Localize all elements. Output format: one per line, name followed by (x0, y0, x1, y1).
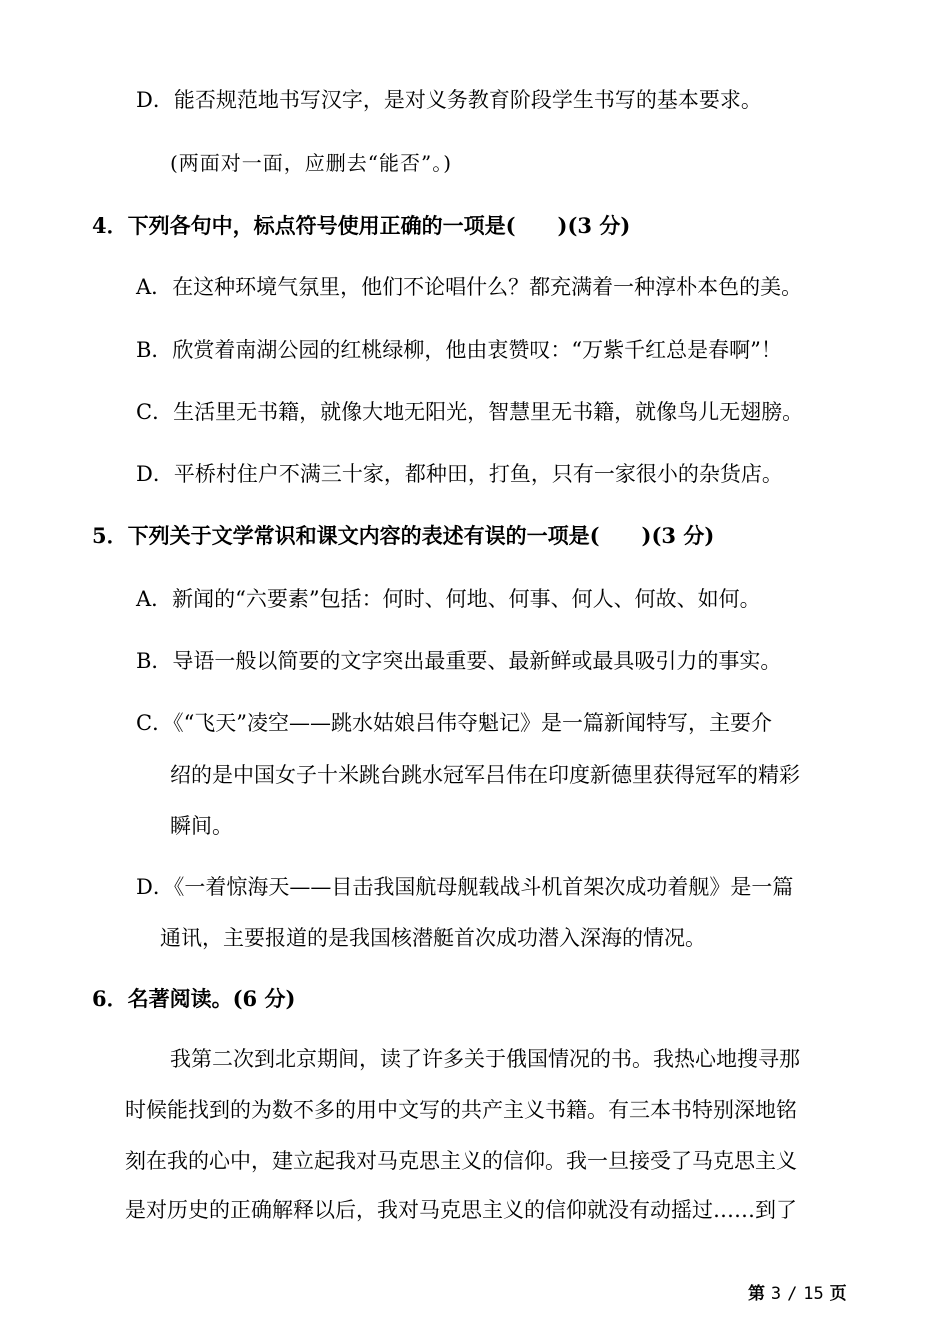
footer-total-pages: 15 (803, 1284, 824, 1304)
option-b-q5: B．导语一般以简要的文字突出最重要、最新鲜或最具吸引力的事实。 (136, 649, 782, 673)
footer-current-page: 3 (770, 1284, 782, 1304)
passage-line-3: 刻在我的心中，建立起我对马克思主义的信仰。我一旦接受了马克思主义 (125, 1149, 797, 1173)
question-4-title: 4．下列各句中，标点符号使用正确的一项是( )(3 分) (92, 213, 631, 238)
option-c-q5-line1: C．《“飞天”凌空——跳水姑娘吕伟夺魁记》是一篇新闻特写，主要介 (136, 711, 773, 735)
answer-note-q3: (两面对一面，应删去“能否”。) (170, 151, 453, 175)
option-a-q5: A．新闻的“六要素”包括：何时、何地、何事、何人、何故、如何。 (136, 587, 761, 611)
option-b-q4: B．欣赏着南湖公园的红桃绿柳，他由衷赞叹：“万紫千红总是春啊”！ (136, 338, 782, 362)
option-c-q4: C．生活里无书籍，就像大地无阳光，智慧里无书籍，就像鸟儿无翅膀。 (136, 400, 804, 424)
passage-line-4: 是对历史的正确解释以后，我对马克思主义的信仰就没有动摇过……到了 (125, 1198, 797, 1222)
option-d-q5-line1: D．《一着惊海天——目击我国航母舰载战斗机首架次成功着舰》是一篇 (136, 875, 794, 899)
option-c-q5-line3: 瞬间。 (170, 814, 233, 838)
footer-suffix: 页 (829, 1284, 847, 1304)
footer-separator: / (787, 1284, 798, 1304)
question-6-title: 6．名著阅读。(6 分) (92, 986, 296, 1011)
option-d-q3: D．能否规范地书写汉字，是对义务教育阶段学生书写的基本要求。 (136, 88, 762, 112)
footer-prefix: 第 (748, 1284, 765, 1304)
option-d-q4: D．平桥村住户不满三十家，都种田，打鱼，只有一家很小的杂货店。 (136, 462, 783, 486)
passage-line-2: 时候能找到的为数不多的用中文写的共产主义书籍。有三本书特别深地铭 (125, 1098, 797, 1122)
option-c-q5-line2: 绍的是中国女子十米跳台跳水冠军吕伟在印度新德里获得冠军的精彩 (170, 763, 800, 787)
question-5-title: 5．下列关于文学常识和课文内容的表述有误的一项是( )(3 分) (92, 523, 715, 548)
option-d-q5-line2: 通讯，主要报道的是我国核潜艇首次成功潜入深海的情况。 (160, 926, 706, 950)
passage-line-1: 我第二次到北京期间，读了许多关于俄国情况的书。我热心地搜寻那 (170, 1047, 800, 1071)
option-a-q4: A．在这种环境气氛里，他们不论唱什么？都充满着一种淳朴本色的美。 (136, 275, 803, 299)
page-footer (748, 1279, 847, 1304)
